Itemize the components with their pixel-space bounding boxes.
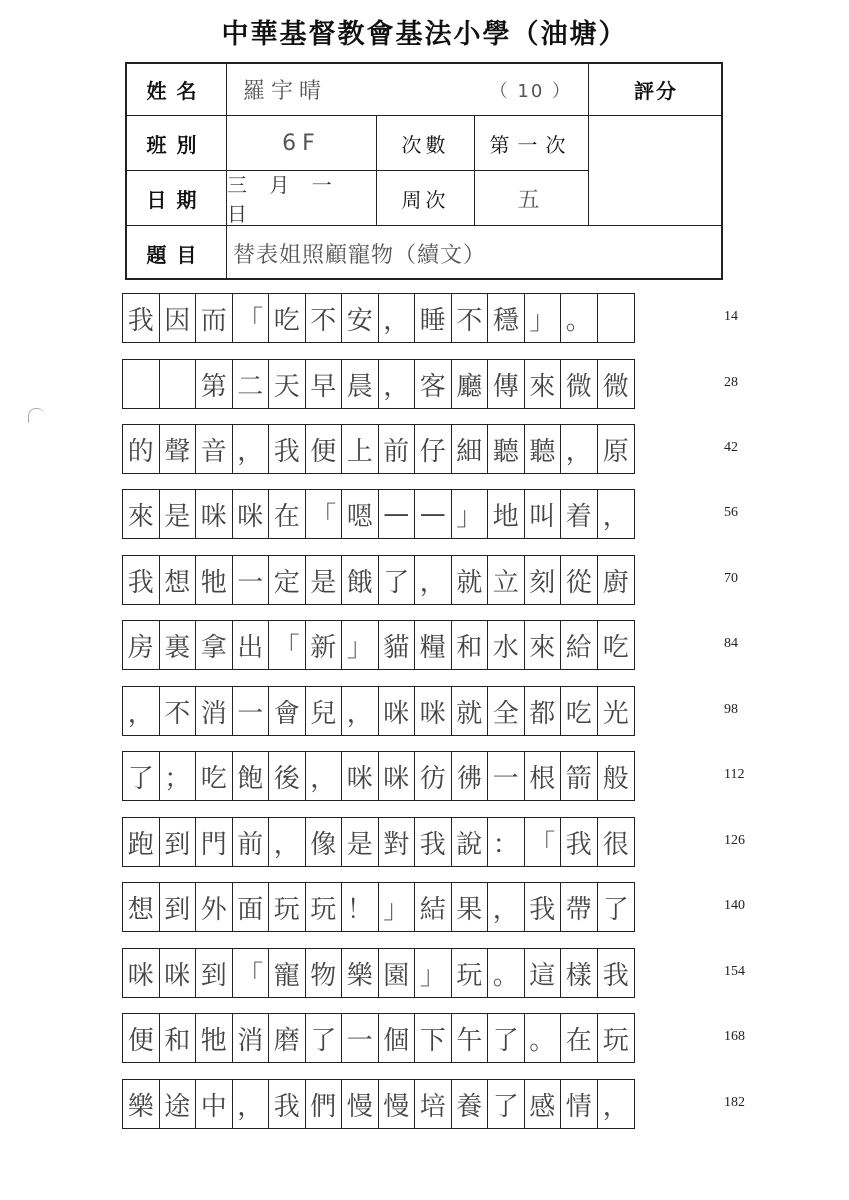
grid-cell: 就	[452, 556, 489, 604]
grid-cell: 箭	[561, 752, 598, 800]
grid-cell: 彿	[452, 752, 489, 800]
grid-cell: 「	[233, 294, 270, 342]
grid-cell: 中	[196, 1080, 233, 1128]
grid-cell: 「	[269, 621, 306, 669]
week-value: 五	[475, 171, 589, 226]
grid-cell: 般	[602, 763, 629, 794]
grid-cell: 水	[488, 621, 525, 669]
grid-cell: 樂	[123, 1080, 160, 1128]
grid-row	[122, 293, 635, 343]
grid-cell: 了	[602, 894, 629, 925]
school-title: 中華基督教會基法小學（油塘）	[221, 19, 628, 50]
grid-cell: 和	[160, 1014, 197, 1062]
grid-cell: 像	[306, 818, 343, 866]
grid-cell: 聽	[488, 425, 525, 473]
grid-cell: 」	[525, 294, 562, 342]
grid-cell: 根	[525, 752, 562, 800]
grid-cell: 不	[160, 687, 197, 735]
grid-cell: 下	[415, 1014, 452, 1062]
grid-cell: 給	[561, 621, 598, 669]
grid-cell: 裏	[160, 621, 197, 669]
character-count: 182	[724, 1095, 745, 1110]
grid-cell: 會	[269, 687, 306, 735]
grid-cell: 咪	[196, 490, 233, 538]
grid-cell: 來	[123, 490, 160, 538]
grid-cell: 咪	[379, 752, 416, 800]
grid-cell: ，	[602, 1091, 629, 1122]
character-count: 154	[724, 964, 745, 979]
grid-cell: 咪	[160, 949, 197, 997]
grid-cell: 二	[233, 360, 270, 408]
grid-cell: 在	[561, 1014, 598, 1062]
grid-cell: 不	[306, 294, 343, 342]
grid-row	[122, 751, 635, 801]
grid-cell: 我	[269, 425, 306, 473]
grid-cell: ；	[160, 752, 197, 800]
grid-cell: 原	[602, 436, 629, 467]
grid-cell: 牠	[196, 556, 233, 604]
grid-cell: 我	[415, 818, 452, 866]
grid-row	[122, 1079, 635, 1129]
grid-cell: 個	[379, 1014, 416, 1062]
grid-cell: 說	[452, 818, 489, 866]
character-count: 14	[724, 309, 738, 324]
grid-cell: 吃	[269, 294, 306, 342]
grid-cell: 地	[488, 490, 525, 538]
grid-cell: 在	[269, 490, 306, 538]
grid-row	[122, 489, 635, 539]
grid-cell: 寵	[269, 949, 306, 997]
grid-cell: 磨	[269, 1014, 306, 1062]
grid-cell: 來	[525, 621, 562, 669]
grid-cell: 結	[415, 883, 452, 931]
grid-cell: 消	[196, 687, 233, 735]
grid-cell: 了	[306, 1014, 343, 1062]
grid-cell: 因	[160, 294, 197, 342]
grid-cell: 帶	[561, 883, 598, 931]
grid-cell: 是	[306, 556, 343, 604]
grid-cell: 玩	[602, 1025, 629, 1056]
name-label: 姓名	[127, 64, 227, 116]
grid-cell: 」	[415, 949, 452, 997]
student-info-table	[125, 62, 723, 280]
date-label: 日期	[127, 171, 227, 226]
grid-row	[122, 882, 635, 932]
grid-cell: 天	[269, 360, 306, 408]
grid-cell: 晨	[342, 360, 379, 408]
grid-cell: 。	[488, 949, 525, 997]
grid-cell: 」	[452, 490, 489, 538]
grid-cell: 「	[233, 949, 270, 997]
grid-cell: 兒	[306, 687, 343, 735]
grid-row	[122, 620, 635, 670]
grid-cell: ，	[602, 501, 629, 532]
grid-cell: 「	[306, 490, 343, 538]
grid-cell: 樂	[342, 949, 379, 997]
grid-cell: ，	[342, 687, 379, 735]
grid-cell: 門	[196, 818, 233, 866]
grid-cell: 到	[160, 818, 197, 866]
week-label: 周次	[377, 171, 475, 226]
grid-cell: ，	[415, 556, 452, 604]
grid-cell: 玩	[269, 883, 306, 931]
character-count: 42	[724, 440, 738, 455]
grid-cell: 一	[342, 1014, 379, 1062]
grid-cell: 我	[602, 960, 629, 991]
grid-cell: —	[379, 490, 416, 538]
grid-cell: 吃	[602, 632, 629, 663]
grid-cell: 吃	[561, 687, 598, 735]
grid-cell: 彷	[415, 752, 452, 800]
grid-cell: 是	[342, 818, 379, 866]
grid-cell: 不	[452, 294, 489, 342]
character-count: 168	[724, 1029, 745, 1044]
grid-cell: 便	[306, 425, 343, 473]
grid-cell: —	[415, 490, 452, 538]
grid-cell: 安	[342, 294, 379, 342]
grid-cell: 餓	[342, 556, 379, 604]
grid-cell: 都	[525, 687, 562, 735]
topic-label: 題目	[127, 226, 227, 280]
grid-cell: 」	[379, 883, 416, 931]
grid-cell: 園	[379, 949, 416, 997]
grid-cell: 物	[306, 949, 343, 997]
character-count: 126	[724, 833, 745, 848]
grid-cell: 慢	[342, 1080, 379, 1128]
grid-row	[122, 686, 635, 736]
grid-cell: ，	[233, 425, 270, 473]
grid-cell: 糧	[415, 621, 452, 669]
grid-cell: 消	[233, 1014, 270, 1062]
grid-cell: 咪	[415, 687, 452, 735]
grid-cell: 我	[561, 818, 598, 866]
grid-cell: 嗯	[342, 490, 379, 538]
attempt-value: 第一次	[475, 116, 589, 171]
grid-cell: 很	[602, 829, 629, 860]
grid-cell: 外	[196, 883, 233, 931]
grid-row	[122, 424, 635, 474]
grid-cell: 音	[196, 425, 233, 473]
grid-cell: 拿	[196, 621, 233, 669]
grid-cell: 到	[196, 949, 233, 997]
character-count: 98	[724, 702, 738, 717]
grid-cell: 樣	[561, 949, 598, 997]
grid-cell: 客	[415, 360, 452, 408]
grid-cell: 咪	[379, 687, 416, 735]
grid-cell: 一	[488, 752, 525, 800]
grid-cell: 睡	[415, 294, 452, 342]
class-label: 班別	[127, 116, 227, 171]
grid-cell: 培	[415, 1080, 452, 1128]
name-value: 羅宇晴	[243, 79, 328, 104]
grid-cell: 吃	[196, 752, 233, 800]
grid-cell: 我	[123, 556, 160, 604]
grid-cell: 房	[123, 621, 160, 669]
grid-cell: ，	[123, 687, 160, 735]
character-count: 70	[724, 571, 738, 586]
grid-cell: 情	[561, 1080, 598, 1128]
grid-cell: 面	[233, 883, 270, 931]
grid-cell: ！	[342, 883, 379, 931]
character-count: 112	[724, 767, 745, 782]
grid-cell: 們	[306, 1080, 343, 1128]
grid-cell: 飽	[233, 752, 270, 800]
grid-row	[122, 359, 635, 409]
grid-cell: 我	[123, 294, 160, 342]
margin-mark-icon	[28, 408, 45, 423]
grid-row	[122, 817, 635, 867]
grid-cell: 了	[488, 1014, 525, 1062]
grid-cell: 咪	[342, 752, 379, 800]
grid-cell: 咪	[233, 490, 270, 538]
grid-row	[122, 948, 635, 998]
grid-cell: 傳	[488, 360, 525, 408]
grid-row	[122, 555, 635, 605]
character-count: 140	[724, 898, 745, 913]
grid-cell: 我	[269, 1080, 306, 1128]
grid-cell: 我	[525, 883, 562, 931]
grid-cell: 和	[452, 621, 489, 669]
grid-cell: 便	[123, 1014, 160, 1062]
grid-cell: 刻	[525, 556, 562, 604]
grid-cell: ，	[488, 883, 525, 931]
grid-cell: 養	[452, 1080, 489, 1128]
grid-cell: 一	[233, 556, 270, 604]
grid-cell: ，	[269, 818, 306, 866]
grid-cell: 就	[452, 687, 489, 735]
grid-cell	[123, 360, 160, 408]
grid-cell: 穩	[488, 294, 525, 342]
grid-cell: 細	[452, 425, 489, 473]
grid-cell: 途	[160, 1080, 197, 1128]
grid-cell: 仔	[415, 425, 452, 473]
grid-cell: 玩	[452, 949, 489, 997]
class-field[interactable]: 6F	[227, 116, 377, 171]
grid-cell: ，	[379, 360, 416, 408]
grid-cell: 的	[123, 425, 160, 473]
grid-cell: 早	[306, 360, 343, 408]
topic-value: 替表姐照顧寵物（續文）	[233, 242, 487, 268]
date-value: 三 月 一 日	[227, 171, 377, 226]
grid-cell: 定	[269, 556, 306, 604]
grid-cell: 廚	[602, 567, 629, 598]
grid-cell: 午	[452, 1014, 489, 1062]
grid-cell: 前	[379, 425, 416, 473]
grid-cell: ，	[306, 752, 343, 800]
grid-cell: 這	[525, 949, 562, 997]
grid-cell: 咪	[123, 949, 160, 997]
grid-cell: 感	[525, 1080, 562, 1128]
grid-cell: 第	[196, 360, 233, 408]
grid-cell: 後	[269, 752, 306, 800]
grid-cell: 一	[233, 687, 270, 735]
character-count: 28	[724, 375, 738, 390]
grid-cell: 全	[488, 687, 525, 735]
grid-cell: 來	[525, 360, 562, 408]
grid-cell: 立	[488, 556, 525, 604]
grid-cell: 玩	[306, 883, 343, 931]
grid-cell: 想	[123, 883, 160, 931]
grid-cell: 了	[123, 752, 160, 800]
character-count: 56	[724, 505, 738, 520]
grid-cell: 了	[488, 1080, 525, 1128]
grid-cell: ：	[488, 818, 525, 866]
character-count: 84	[724, 636, 738, 651]
grid-cell: 。	[525, 1014, 562, 1062]
attempt-label: 次數	[377, 116, 475, 171]
grid-cell: 是	[160, 490, 197, 538]
grid-cell: 果	[452, 883, 489, 931]
grid-cell: 。	[561, 294, 598, 342]
grid-cell: 上	[342, 425, 379, 473]
grid-cell: 到	[160, 883, 197, 931]
grid-cell: 聲	[160, 425, 197, 473]
name-field[interactable]	[227, 64, 589, 116]
score-label: 評分	[589, 64, 723, 116]
grid-cell: 前	[233, 818, 270, 866]
grid-cell: 廳	[452, 360, 489, 408]
grid-cell: 叫	[525, 490, 562, 538]
grid-cell: 着	[561, 490, 598, 538]
grid-cell: 從	[561, 556, 598, 604]
grid-cell: 微	[602, 371, 629, 402]
grid-cell: 微	[561, 360, 598, 408]
grid-cell: 出	[233, 621, 270, 669]
grid-cell	[598, 294, 635, 342]
grid-cell: ，	[561, 425, 598, 473]
grid-cell: 新	[306, 621, 343, 669]
score-box[interactable]	[589, 116, 723, 226]
grid-cell: 光	[602, 698, 629, 729]
grid-cell: 而	[196, 294, 233, 342]
grid-cell: 對	[379, 818, 416, 866]
grid-cell: 牠	[196, 1014, 233, 1062]
grid-cell: 想	[160, 556, 197, 604]
grid-cell: 聽	[525, 425, 562, 473]
class-number: （ 10 ）	[489, 80, 572, 102]
grid-cell	[160, 360, 197, 408]
grid-row	[122, 1013, 635, 1063]
grid-cell: ，	[233, 1080, 270, 1128]
grid-cell: 跑	[123, 818, 160, 866]
grid-cell: 了	[379, 556, 416, 604]
grid-cell: 「	[525, 818, 562, 866]
grid-cell: ，	[379, 294, 416, 342]
grid-cell: 慢	[379, 1080, 416, 1128]
grid-cell: 」	[342, 621, 379, 669]
grid-cell: 貓	[379, 621, 416, 669]
